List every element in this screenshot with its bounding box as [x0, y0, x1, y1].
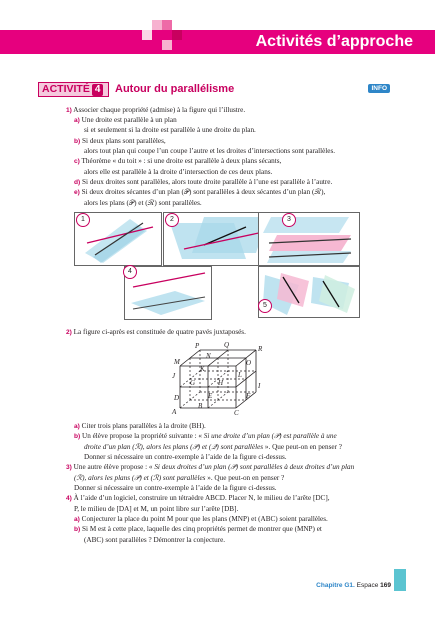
figure-4-badge: 4 [123, 265, 137, 279]
q1-intro-text: Associer chaque propriété (admise) à la figure qui l’illustre. [73, 106, 246, 114]
label-R: R [258, 345, 263, 353]
q2-b-pre: Un élève propose la propriété suivante : « [82, 432, 204, 440]
q1-c [74, 156, 281, 167]
figure-5-drawing [259, 267, 359, 317]
header-decor [152, 20, 162, 30]
q2-intro-text: La figure ci-après est constituée de quatre pavés juxtaposés. [73, 328, 246, 336]
footer-decor [394, 569, 406, 591]
q3-pre: Une autre élève propose : « [73, 463, 155, 471]
q3-post: ». Que peut-on en penser ? [205, 474, 285, 482]
page-title: Activités d’approche [255, 33, 413, 50]
q3-quote-2: (ℛ), alors les plans (𝒫) et (ℛ) sont parallèles [74, 474, 206, 482]
q4-line2: P, le milieu de [DA] et M, un point libre sur l’arête [DB]. [74, 505, 239, 513]
figure-4 [124, 266, 212, 320]
q2-num: 2) [66, 329, 72, 336]
q1-d-text: Si deux droites sont parallèles, alors toute droite parallèle à l’une est parallèle à l’autre. [82, 178, 333, 186]
q1-c-label: c) [74, 158, 80, 165]
q4-num: 4) [66, 495, 72, 502]
header-decor [142, 30, 152, 40]
activity-number: 4 [92, 84, 104, 96]
q4-b [74, 524, 322, 535]
q4-a-text: Conjecturer la place du point M pour que les plans (MNP) et (ABC) soient parallèles. [81, 515, 328, 523]
figure-3-badge: 3 [282, 213, 296, 227]
q1-d-label: d) [74, 179, 81, 186]
footer-chapter: Chapitre G1. [316, 582, 355, 589]
figure-4-drawing [125, 267, 211, 319]
label-O: O [246, 359, 252, 367]
q1-a-line2: si et seulement si la droite est parallèle à une droite du plan. [84, 126, 256, 134]
q2-b [74, 431, 337, 442]
q2-b-post: ». Que peut-on en penser ? [263, 443, 342, 451]
label-P: P [195, 342, 200, 350]
figure-2-badge: 2 [165, 213, 179, 227]
q2-b-line2 [84, 442, 342, 452]
figure-5 [258, 266, 360, 318]
activity-title: Autour du parallélisme [115, 83, 235, 95]
label-I: I [258, 382, 261, 390]
q4-text: À l’aide d’un logiciel, construire un tétraèdre ABCD. Placer N, le milieu de l’arête [DC], [73, 494, 330, 502]
activity-bar [38, 82, 390, 97]
label-K: K [200, 365, 205, 373]
page-number: 169 [380, 582, 391, 589]
q2-intro [66, 327, 246, 338]
q4-b-line2: (ABC) sont parallèles ? Démontrer la conjecture. [84, 536, 226, 544]
q4-b-text: Si M est à cette place, laquelle des cinq propriétés permet de montrer que (MNP) et [82, 525, 322, 533]
label-C: C [234, 409, 239, 417]
q1-e-text: Si deux droites sécantes d’un plan (𝒫) sont parallèles à deux sécantes d’un plan (ℛ), [81, 188, 326, 196]
label-D: D [174, 394, 180, 402]
label-N: N [206, 352, 211, 360]
figure-1-badge: 1 [76, 213, 90, 227]
q1-a-text: Une droite est parallèle à un plan [81, 116, 177, 124]
q2-b-label: b) [74, 433, 81, 440]
footer-section: Espace [356, 582, 379, 589]
q2-a-label: a) [74, 423, 80, 430]
q3 [66, 462, 354, 473]
label-B: B [198, 402, 203, 410]
header-decor [162, 20, 172, 30]
label-E: E [208, 392, 213, 400]
label-M: M [174, 358, 180, 366]
activity-tag [38, 82, 109, 97]
q1-a-label: a) [74, 117, 80, 124]
page-footer [316, 581, 391, 590]
figure-3 [258, 212, 360, 266]
q3-quote: Si deux droites d’un plan (𝒫) sont parallèles à deux droites d’un plan [154, 463, 355, 471]
q1-b-label: b) [74, 138, 81, 145]
q1-e-label: e) [74, 189, 80, 196]
label-F: F [246, 392, 251, 400]
q3-num: 3) [66, 464, 72, 471]
q2-b-quote: Si une droite d’un plan (𝒫) est parallèle à une [203, 432, 337, 440]
q1-c-text: Théorème « du toit » : si une droite est parallèle à deux plans sécants, [81, 157, 282, 165]
label-A: A [172, 408, 177, 416]
q2-b-line3: Donner si nécessaire un contre-exemple à l’aide de la figure ci-dessus. [84, 453, 287, 461]
figure-3-drawing [259, 213, 359, 265]
label-Q: Q [224, 341, 230, 349]
q1-num: 1) [66, 107, 72, 114]
header-decor [162, 40, 172, 50]
q4 [66, 493, 330, 504]
q1-b-line2: alors tout plan qui coupe l’un coupe l’autre et les droites d’intersections sont parallèles. [84, 147, 336, 155]
q2-a-text: Citer trois plans parallèles à la droite (BH). [81, 422, 206, 430]
label-G: G [190, 379, 196, 387]
q4-a-label: a) [74, 516, 80, 523]
q4-b-label: b) [74, 526, 81, 533]
q1-e [74, 187, 325, 198]
label-L: L [238, 371, 242, 379]
q1-e-line2: alors les plans (𝒫) et (ℛ) sont parallèles. [84, 199, 202, 207]
header-decor [172, 30, 182, 40]
q1-c-line2: alors elle est parallèle à la droite d’intersection de ces deux plans. [84, 168, 273, 176]
label-J: J [172, 372, 176, 380]
q1-b-text: Si deux plans sont parallèles, [82, 137, 166, 145]
q3-line3: Donner si nécessaire un contre-exemple à l’aide de la figure ci-dessus. [74, 484, 277, 492]
info-badge[interactable]: INFO [368, 84, 390, 93]
activity-tag-label: ACTIVITÉ [42, 83, 90, 95]
paves-figure [170, 338, 270, 418]
figure-5-badge: 5 [258, 299, 272, 313]
label-H: H [218, 379, 224, 387]
q2-b-quote-2: droite d’un plan (ℛ), alors les plans (𝒫) et (𝒬) sont parallèles [84, 443, 264, 451]
q3-line2 [74, 473, 284, 483]
